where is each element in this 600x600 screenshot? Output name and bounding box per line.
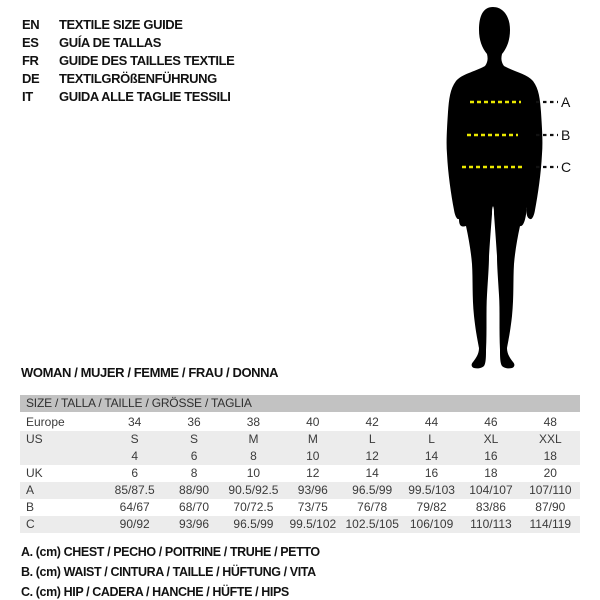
table-cell: 114/119 (529, 517, 572, 531)
table-cell: 42 (365, 415, 379, 429)
measurement-legend (21, 542, 320, 600)
language-row (22, 33, 234, 51)
table-cell: S (130, 432, 139, 446)
table-cell: 83/86 (475, 500, 506, 514)
table-cell: 106/109 (409, 517, 454, 531)
table-cell: 46 (484, 415, 498, 429)
row-label: B (26, 500, 35, 514)
table-cell: M (248, 432, 259, 446)
table-cell: 6 (131, 466, 139, 480)
table-header: SIZE / TALLA / TAILLE / GRÖSSE / TAGLIA (20, 395, 580, 412)
table-cell: 34 (128, 415, 142, 429)
table-cell: 44 (424, 415, 439, 429)
table-cell: 40 (306, 415, 320, 429)
legend-line: C. (cm) HIP / CADERA / HANCHE / HÜFTE / HIPS (21, 585, 289, 599)
table-cell: 36 (187, 415, 201, 429)
table-cell: 8 (250, 449, 257, 463)
row-label: C (26, 517, 35, 531)
table-cell: 79/82 (416, 500, 447, 514)
table-cell: 14 (365, 466, 379, 480)
size-table (20, 395, 580, 533)
table-row (20, 431, 580, 448)
table-cell: M (307, 432, 318, 446)
language-code: ES (22, 34, 39, 50)
table-row (20, 414, 580, 431)
table-cell: 73/75 (297, 500, 328, 514)
table-row (20, 448, 580, 465)
language-title: GUIDA ALLE TAGLIE TESSILI (59, 88, 231, 104)
table-row (20, 499, 580, 516)
table-cell: 38 (246, 415, 261, 429)
language-title: TEXTILE SIZE GUIDE (59, 16, 183, 32)
language-title-block (22, 15, 234, 105)
row-label: Europe (26, 415, 65, 429)
table-cell: 85/87.5 (114, 483, 155, 497)
legend-line: A. (cm) CHEST / PECHO / POITRINE / TRUHE / PETTO (21, 545, 320, 559)
table-cell: 14 (424, 449, 439, 463)
measure-label-b: B (561, 127, 571, 143)
language-code: FR (22, 52, 39, 68)
table-cell: 87/90 (535, 500, 566, 514)
language-code: DE (22, 70, 40, 86)
legend-line: B. (cm) WAIST / CINTURA / TAILLE / HÜFTUNG / VITA (21, 565, 316, 579)
table-cell: L (428, 432, 435, 446)
table-cell: 4 (131, 449, 139, 463)
table-cell: 102.5/105 (345, 517, 399, 531)
table-cell: 6 (190, 449, 198, 463)
language-code: EN (22, 16, 40, 32)
table-cell: 99.5/102 (289, 517, 337, 531)
table-row (20, 465, 580, 482)
woman-silhouette-image (420, 0, 600, 380)
table-cell: 16 (484, 449, 498, 463)
table-cell: 10 (306, 449, 320, 463)
table-cell: 99.5/103 (408, 483, 455, 497)
language-row (22, 87, 234, 105)
measure-label-a: A (561, 94, 571, 110)
table-cell: S (190, 432, 199, 446)
table-row (20, 482, 580, 499)
table-cell: 93/96 (179, 517, 210, 531)
table-cell: 18 (484, 466, 498, 480)
table-cell: 20 (543, 466, 557, 480)
table-cell: 10 (246, 466, 261, 480)
row-label (20, 448, 105, 465)
table-cell: 76/78 (357, 500, 388, 514)
language-title: GUIDE DES TAILLES TEXTILE (59, 52, 235, 68)
table-cell: L (368, 432, 376, 446)
table-cell: 88/90 (179, 483, 210, 497)
table-cell: 68/70 (179, 500, 210, 514)
section-title-woman: WOMAN / MUJER / FEMME / FRAU / DONNA (21, 365, 279, 380)
table-cell: 8 (190, 466, 198, 480)
language-row (22, 69, 234, 87)
table-cell: 104/107 (469, 483, 513, 497)
table-cell: 12 (365, 449, 379, 463)
table-cell: 90/92 (119, 517, 150, 531)
measure-label-c: C (561, 159, 572, 175)
table-cell: 110/113 (470, 517, 512, 531)
table-cell: 90.5/92.5 (228, 483, 279, 497)
table-cell: 12 (306, 466, 320, 480)
table-cell: 107/110 (529, 483, 572, 497)
size-figure (420, 0, 600, 380)
table-cell: XL (483, 432, 499, 446)
table-body (20, 414, 580, 533)
table-cell: 96.5/99 (352, 483, 393, 497)
language-row (22, 15, 234, 33)
row-label: US (26, 432, 43, 446)
table-cell: 93/96 (297, 483, 328, 497)
table-cell: 16 (424, 466, 439, 480)
table-row (20, 516, 580, 533)
language-title: GUÍA DE TALLAS (59, 34, 162, 50)
row-label: A (26, 483, 35, 497)
table-cell: 96.5/99 (233, 517, 274, 531)
table-cell: 48 (543, 415, 557, 429)
language-title: TEXTILGRÖßENFÜHRUNG (59, 70, 217, 86)
table-cell: XXL (538, 432, 562, 446)
language-row (22, 51, 234, 69)
row-label: UK (26, 466, 43, 480)
table-cell: 18 (543, 449, 557, 463)
language-code: IT (22, 88, 33, 104)
table-cell: 70/72.5 (233, 500, 274, 514)
table-cell: 64/67 (119, 500, 150, 514)
